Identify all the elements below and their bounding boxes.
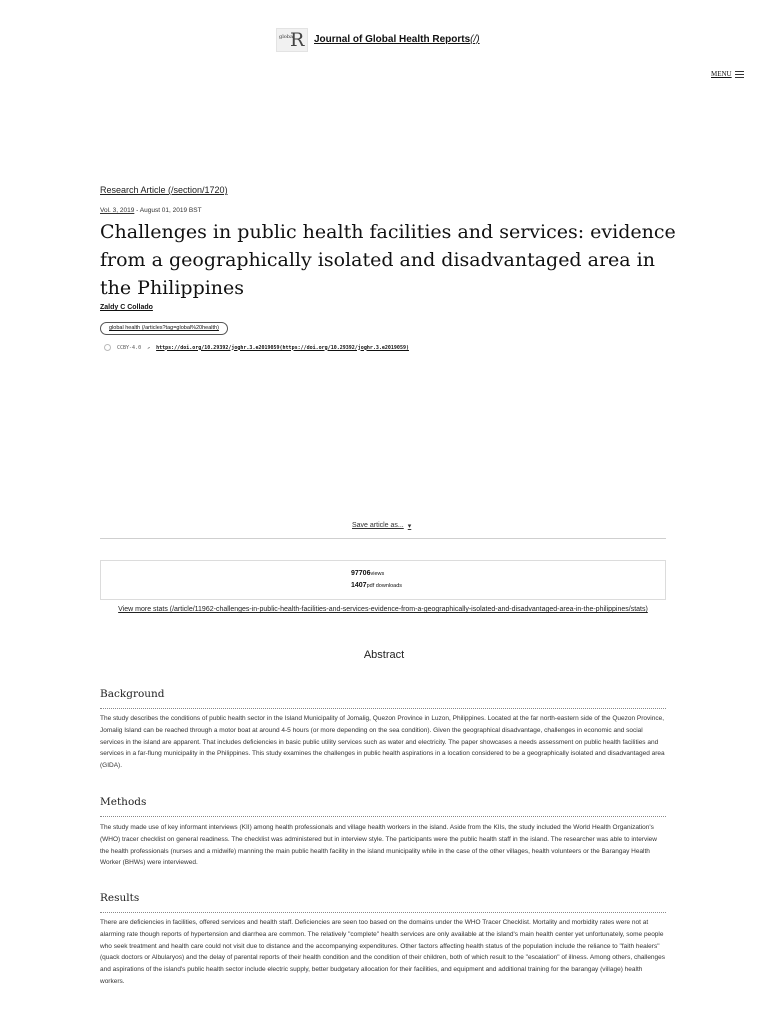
views-count: 97706 bbox=[351, 570, 371, 577]
downloads-stat bbox=[351, 582, 402, 589]
logo-small-text: global bbox=[279, 34, 295, 40]
menu-label: MENU bbox=[711, 70, 732, 78]
section-divider bbox=[100, 708, 666, 709]
results-text: There are deficiencies in facilities, offered services and health staff. Deficiencies are seen too based on the domains under the WHO Tracer Checklist. Mortality and morbidity rates were not at alarming rate though reports of hypertension and diarrhea are common. The relatively "complete" health services are only available at the island's main health center yet unfortunately, some people who seek treatment and health care could not visit due to distance and the accompanying expenditures. Other factors affecting health status of the population include the reliance to "faith healers" (quack doctors or Albularyos) and the delay of parental reports of their health condition and the condition of their children, both of which result to the "escalation" of illness. Among others, challenges and aspirations of the island's public health sector include electric supply, better budgetary allocation for their facilities, and equipment and additional training for the barangay (village) health workers. bbox=[100, 919, 666, 985]
journal-logo[interactable] bbox=[276, 28, 308, 52]
site-header bbox=[0, 26, 768, 56]
view-more-stats-link[interactable]: View more stats (/article/11962-challenges-in-public-health-facilities-and-services-evidence-from-a-geographically-isolated-and-disadvantaged-area-in-the-philippines/stats) bbox=[118, 606, 648, 613]
menu-button[interactable] bbox=[711, 70, 744, 78]
section-divider bbox=[100, 816, 666, 817]
journal-title-path: (/) bbox=[470, 34, 480, 45]
views-stat bbox=[351, 570, 384, 577]
background-text: The study describes the conditions of public health sector in the Island Municipality of Jomalig, Quezon Province in Luzon, Philippines. Located at the far north-eastern side of the Quezon Province, Jomalig Island can be reached through a motor boat at around 4-5 hours (or more depending on the sea condition). Given the geographical disadvantage, challenges in economic and social services in the island are apparent. That includes deficiencies in basic public utility services such as water and electricity. The paper showcases a needs assessment on public health facilities and services in a far-flung municipality in the Philippines. This study examines the challenges in public health aspirations in a location considered to be a geographically isolated and disadvantaged area (GIDA). bbox=[100, 715, 665, 770]
journal-title: Journal of Global Health Reports bbox=[314, 34, 471, 45]
divider bbox=[100, 538, 666, 539]
publication-line bbox=[100, 207, 202, 214]
logo-letter: R bbox=[290, 29, 305, 51]
save-article-button[interactable] bbox=[352, 522, 411, 530]
downloads-label: pdf downloads bbox=[366, 583, 403, 589]
publication-date: - August 01, 2019 BST bbox=[134, 207, 202, 214]
chevron-down-icon: ▾ bbox=[407, 523, 412, 530]
views-label: views bbox=[370, 571, 385, 577]
downloads-count: 1407 bbox=[351, 582, 367, 589]
doi-link[interactable]: https://doi.org/10.29392/joghr.3.e2019059(https://doi.org/10.29392/joghr.3.e2019059) bbox=[156, 344, 409, 351]
section-divider bbox=[100, 912, 666, 913]
journal-title-link[interactable] bbox=[314, 34, 480, 45]
abstract-heading: Abstract bbox=[363, 649, 405, 661]
creative-commons-icon bbox=[104, 344, 111, 351]
save-article-label: Save article as... bbox=[352, 522, 404, 529]
volume-link[interactable]: Vol. 3, 2019 bbox=[100, 207, 135, 214]
article-title: Challenges in public health facilities and services: evidence from a geographically isolated and disadvantaged area in the Philippines bbox=[100, 221, 676, 299]
hamburger-icon bbox=[735, 71, 744, 78]
section-link[interactable]: Research Article (/section/1720) bbox=[100, 185, 228, 195]
license-text: CCBY-4.0 bbox=[117, 344, 142, 351]
methods-heading: Methods bbox=[100, 796, 147, 808]
author-link[interactable]: Zaldy C Collado bbox=[100, 304, 153, 311]
link-icon: ↗ bbox=[147, 344, 151, 351]
tag-pill[interactable]: global health (/articles?tag=global%20health) bbox=[100, 322, 228, 335]
stats-box bbox=[100, 560, 666, 600]
methods-text: The study made use of key informant interviews (KII) among health professionals and village health workers in the island. Aside from the KIIs, the study included the World Health Organization's (WHO) tracer checklist on general readiness. The checklist was administered but in interview style. The participants were the public health staff in the island. The researcher was able to interview the health professionals (nurses and a midwife) manning the main public health facility in the island municipality while in the case of the other villages, health volunteers or the Barangay Health Worker (BHWs) were interviewed. bbox=[100, 824, 657, 867]
results-heading: Results bbox=[100, 892, 140, 904]
background-heading: Background bbox=[100, 688, 165, 700]
license-row bbox=[104, 344, 409, 351]
